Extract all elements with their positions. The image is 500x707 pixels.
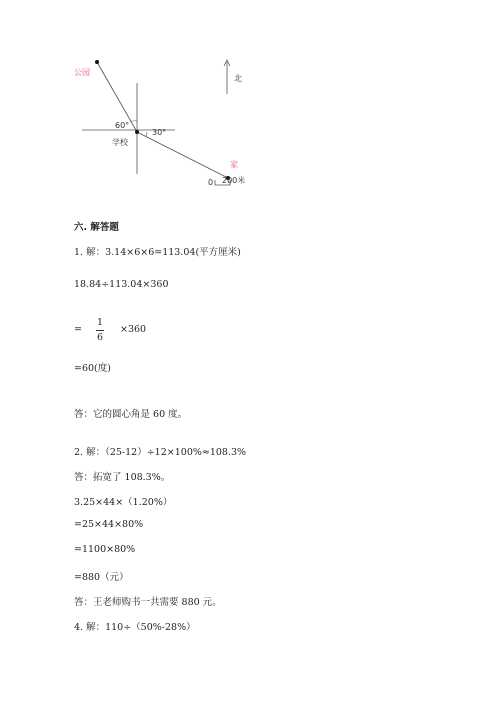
fraction-one-sixth <box>95 318 105 342</box>
park-point <box>95 60 99 64</box>
answer-1-times-360: ×360 <box>120 324 147 335</box>
angle-arc-30 <box>146 132 147 136</box>
answer-1-step-1: 1. 解：3.14×6×6=113.04(平方厘米) <box>74 247 241 258</box>
answer-3-step-2: =25×44×80% <box>74 519 144 530</box>
answer-1-step-2: 18.84÷113.04×360 <box>74 279 169 290</box>
angle-30-label: 30° <box>152 128 167 137</box>
answer-3-conclusion: 答：王老师购书一共需要 880 元。 <box>74 597 222 608</box>
school-label: 学校 <box>112 138 128 147</box>
park-label: 公园 <box>74 68 90 77</box>
fraction-numerator: 1 <box>96 317 104 328</box>
scale-distance-label: 200米 <box>222 176 246 185</box>
north-label: 北 <box>234 74 242 83</box>
answer-3-step-1: 3.25×44×（1.20%） <box>74 497 173 508</box>
school-to-home-line <box>137 132 228 178</box>
answer-1-equals: = <box>74 324 82 335</box>
answer-2-step-1: 2. 解：（25-12）÷12×100%≈108.3% <box>74 447 247 458</box>
scale-zero-label: 0 <box>208 178 214 187</box>
fraction-bar <box>96 330 104 331</box>
answer-2-conclusion: 答：拓宽了 108.3%。 <box>74 472 171 483</box>
answer-1-conclusion: 答：它的圆心角是 60 度。 <box>74 409 188 420</box>
angle-60-label: 60° <box>115 121 130 130</box>
answer-3-step-4: =880（元） <box>74 572 129 583</box>
direction-diagram <box>60 52 260 202</box>
answer-1-step-4: =60(度) <box>74 363 111 374</box>
fraction-denominator: 6 <box>96 331 104 343</box>
answer-3-step-3: =1100×80% <box>74 544 136 555</box>
home-label: 家 <box>230 160 238 169</box>
direction-diagram-svg <box>60 52 260 202</box>
section-title: 六. 解答题 <box>74 222 119 233</box>
answer-4-step-1: 4. 解：110÷（50%-28%） <box>74 622 196 633</box>
school-point <box>135 130 139 134</box>
